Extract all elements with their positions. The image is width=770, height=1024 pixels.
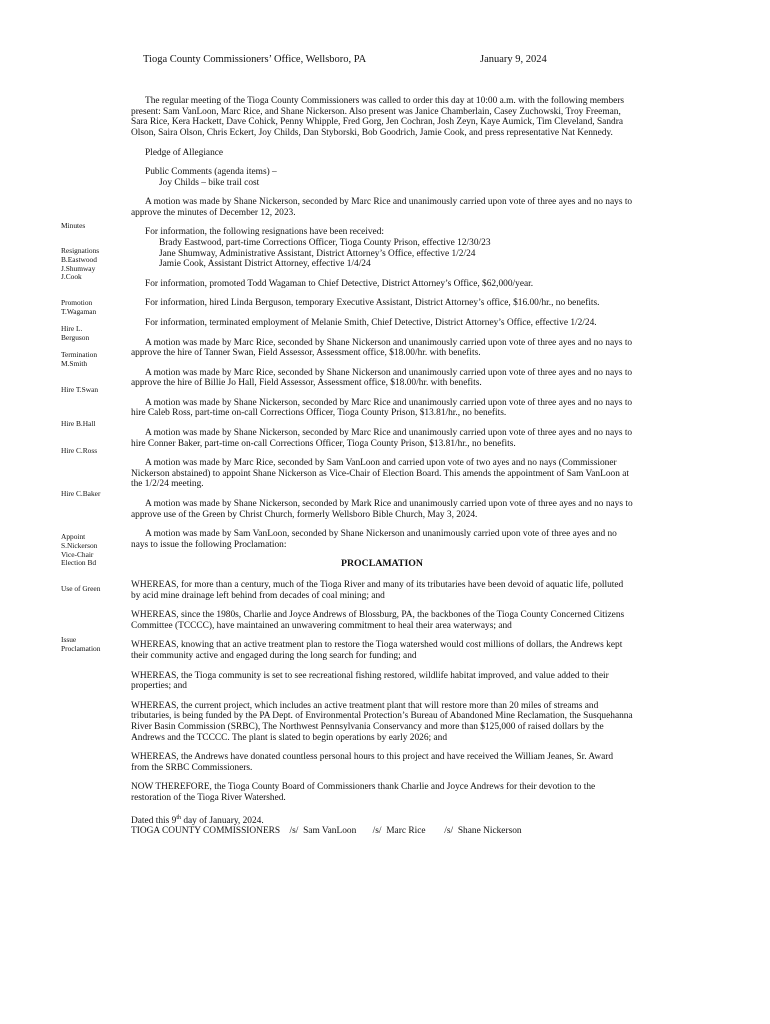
hire-swan-paragraph: A motion was made by Marc Rice, seconded by Shane Nickerson and unanimously carried upon vote of three ayes and no nays to approve the hire of Tanner Swan, Field Assessor, Assessment office, $18.00/hr. with benefits. (131, 337, 633, 359)
public-comment-item: Joy Childs – bike trail cost (159, 177, 260, 188)
margin-note-issue-proclamation: Issue Proclamation (61, 635, 101, 653)
whereas-clause: WHEREAS, since the 1980s, Charlie and Joyce Andrews of Blossburg, PA, the backbones of the Tioga County Concerned Citizens Committee (TCCCC), have maintained an unwavering commitment to heal their area waterways; and (131, 610, 625, 631)
margin-note-hire-ross: Hire C.Ross (61, 446, 98, 455)
proclamation-title: PROCLAMATION (340, 558, 423, 570)
header-date: January 9, 2024 (480, 54, 547, 65)
margin-note-minutes: Minutes (61, 221, 86, 230)
hire-hall-paragraph: A motion was made by Marc Rice, seconded by Shane Nickerson and unanimously carried upon vote of three ayes and no nays to approve the hire of Billie Jo Hall, Field Assessor, Assessment office, $18.00/hr. with benefits. (131, 367, 633, 389)
header-office: Tioga County Commissioners’ Office, Wellsboro, PA (143, 54, 367, 65)
margin-note-hire-hall: Hire B.Hall (61, 419, 96, 428)
margin-note-hire-berguson: Hire L. Berguson (61, 324, 90, 342)
resignation-item: Jamie Cook, Assistant District Attorney, effective 1/4/24 (159, 259, 371, 270)
resignation-item: Brady Eastwood, part-time Corrections Officer, Tioga County Prison, effective 12/30/23 (159, 237, 491, 248)
termination-paragraph: For information, terminated employment of Melanie Smith, Chief Detective, District Attorney’s Office, effective 1/2/24. (145, 317, 597, 328)
margin-note-use-green: Use of Green (61, 584, 101, 593)
signature-line: TIOGA COUNTY COMMISSIONERS /s/ Sam VanLoon /s/ Marc Rice /s/ Shane Nickerson (131, 826, 522, 837)
whereas-clause: WHEREAS, knowing that an active treatment plan to restore the Tioga watershed would cost millions of dollars, the Andrews kept their community active and engaged during the long search for funding; and (131, 640, 623, 661)
resignations-intro: For information, the following resignations have been received: (145, 227, 384, 238)
hire-ross-paragraph: A motion was made by Shane Nickerson, seconded by Marc Rice and unanimously carried upon vote of three ayes and no nays to hire Caleb Ross, part-time on-call Corrections Officer, Tioga County Prison, $13.81/hr., no benefits. (131, 397, 633, 419)
margin-note-resignations: Resignations B.Eastwood J.Shumway J.Cook (61, 246, 100, 282)
resignation-item: Jane Shumway, Administrative Assistant, District Attorney’s Office, effective 1/2/24 (159, 248, 476, 259)
whereas-clause: WHEREAS, the current project, which includes an active treatment plant that will restore more than 20 miles of streams and tributaries, is being funded by the PA Dept. of Environmental Protection’s Bureau of Abandoned Mine Reclamation, the Susquehanna River Basin Commission (SRBC), The Northwest Pennsylvania Conservancy and more than $125,000 of raised dollars by the Andrews and the TCCCC. The plant is slated to begin operations by early 2026; and (131, 700, 633, 743)
minutes-motion: A motion was made by Shane Nickerson, seconded by Marc Rice and unanimously carried upon vote of three ayes and no nays to approve the minutes of December 12, 2023. (131, 197, 633, 218)
hire-berguson-paragraph: For information, hired Linda Berguson, temporary Executive Assistant, District Attorney’s office, $16.00/hr., no benefits. (145, 298, 600, 309)
whereas-clause: WHEREAS, the Andrews have donated countless personal hours to this project and have received the William Jeanes, Sr. Award from the SRBC Commissioners. (131, 752, 614, 773)
whereas-clause: WHEREAS, the Tioga community is set to see recreational fishing restored, wildlife habitat improved, and value added to their properties; and (131, 670, 609, 692)
dated-sup: th (176, 814, 181, 821)
intro-paragraph: The regular meeting of the Tioga County Commissioners was called to order this day at 10:00 a.m. with the following members present: Sam VanLoon, Marc Rice, and Shane Nickerson. Also present was Janice Chamberlain, Casey Zuchowski, Troy Freeman, Sara Rice, Kera Hackett, Dave Cohick, Penny Whipple, Fred Gorg, Jen Cochran, Josh Zeyn, Kaye Aumick, Tim Cleveland, Sandra Olson, Saira Olson, Chris Eckert, Joy Childs, Dan Styborski, Bob Goodrich, Jamie Cook, and press representative Nat Kennedy. (131, 96, 625, 138)
issue-proclamation-paragraph: A motion was made by Sam VanLoon, seconded by Shane Nickerson and unanimously carried upon vote of three ayes and no nays to issue the following Proclamation: (131, 529, 617, 550)
use-green-paragraph: A motion was made by Shane Nickerson, seconded by Mark Rice and unanimously carried upon vote of three ayes and no nays to approve use of the Green by Christ Church, formerly Wellsboro Bible Church, May 3, 2024. (131, 499, 633, 520)
minutes-body (131, 96, 633, 837)
hire-baker-paragraph: A motion was made by Shane Nickerson, seconded by Marc Rice and unanimously carried upon vote of three ayes and no nays to hire Conner Baker, part-time on-call Corrections Officer, Tioga County Prison, $13.81/hr., no benefits. (131, 428, 633, 449)
whereas-clause: WHEREAS, for more than a century, much of the Tioga River and many of its tributaries have been devoid of aquatic life, polluted by acid mine drainage left behind from decades of coal mining; and (131, 580, 624, 601)
dated-suffix: day of January, 2024. (180, 815, 264, 826)
dated-line (131, 813, 633, 827)
margin-note-appoint: Appoint S.Nickerson Vice-Chair Election Bd (61, 532, 98, 568)
margin-note-hire-swan: Hire T.Swan (61, 385, 99, 394)
appoint-paragraph: A motion was made by Marc Rice, seconded by Sam VanLoon and carried upon vote of two ayes and no nays (Commissioner Nickerson abstained) to appoint Shane Nickerson as Vice-Chair of Election Board. This amends the appointment of Sam VanLoon at the 1/2/24 meeting. (131, 458, 630, 490)
dated-prefix: Dated this 9 (131, 815, 177, 826)
public-comments: Public Comments (agenda items) – (145, 166, 277, 177)
margin-note-termination: Termination M.Smith (61, 350, 98, 368)
now-therefore: NOW THEREFORE, the Tioga County Board of Commissioners thank Charlie and Joyce Andrews for their devotion to the restoration of the Tioga River Watershed. (131, 782, 596, 803)
pledge: Pledge of Allegiance (145, 148, 224, 159)
margin-note-promotion: Promotion T.Wagaman (61, 298, 97, 316)
margin-note-hire-baker: Hire C.Baker (61, 489, 101, 498)
promotion-paragraph: For information, promoted Todd Wagaman to Chief Detective, District Attorney’s Office, $62,000/year. (145, 278, 534, 289)
